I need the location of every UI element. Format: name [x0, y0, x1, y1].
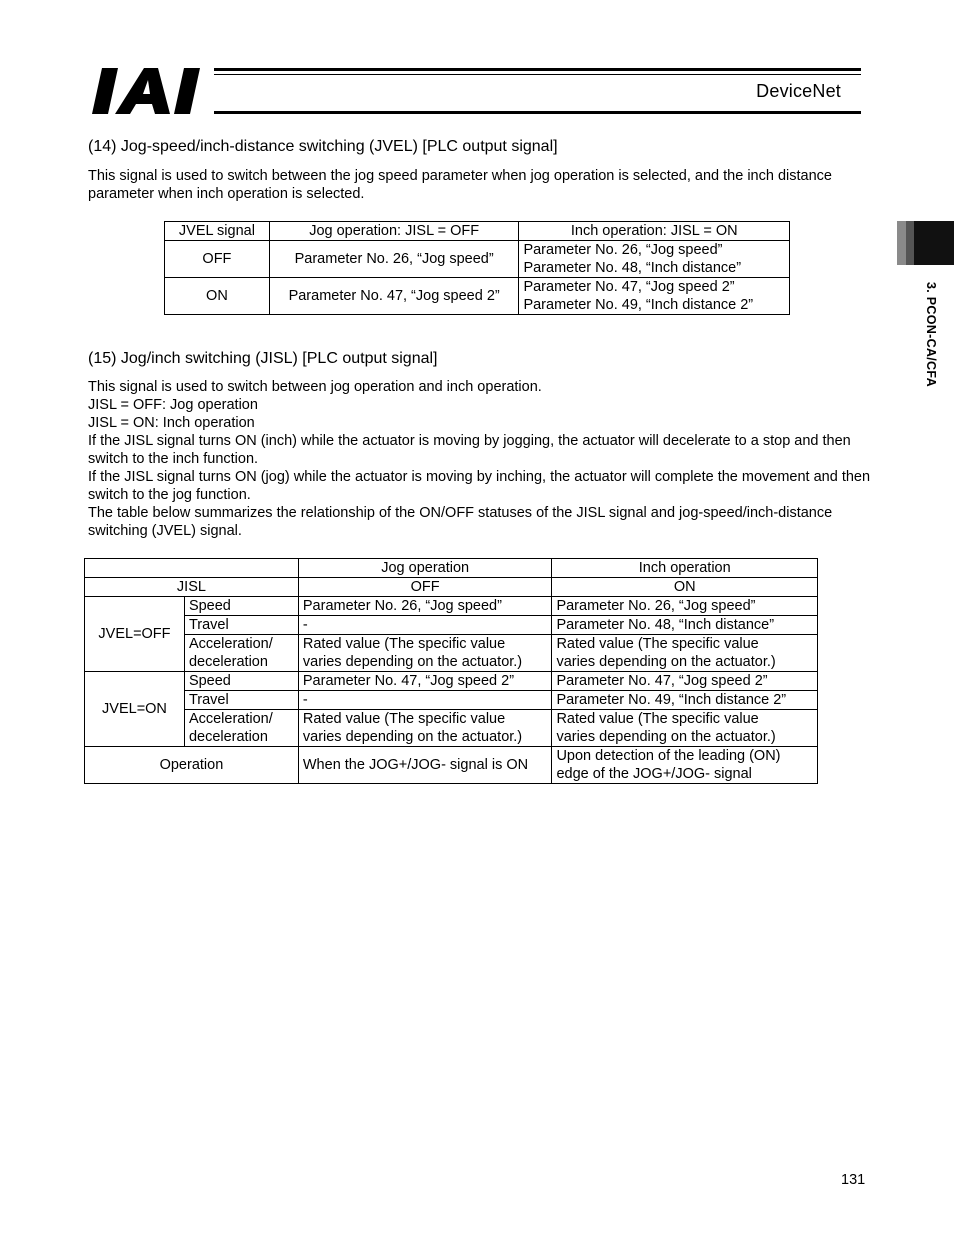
- section-15-title: (15) Jog/inch switching (JISL) [PLC output signal]: [88, 350, 438, 367]
- jvel-on-inch: Parameter No. 47, “Jog speed 2” Parameter No. 49, “Inch distance 2”: [519, 278, 790, 315]
- operation-inch: Upon detection of the leading (ON) edge of the JOG+/JOG- signal: [552, 747, 818, 784]
- section-15-body: This signal is used to switch between jog operation and inch operation. JISL = OFF: Jog operation JISL = ON: Inch operation If the JISL signal turns ON (inch) while the actuator is moving by jogging, the actuator will decelerate to a stop and then switch to the inch function. If the JISL signal turns ON (jog) while the actuator is moving by inching, the actuator will complete the movement and then switch to the jog function. The table below summarizes the relationship of the ON/OFF statuses of the JISL signal and jog-speed/inch-distance switching (JVEL) signal.: [88, 379, 871, 539]
- jvel-off-inch: Parameter No. 26, “Jog speed” Parameter No. 48, “Inch distance”: [519, 241, 790, 278]
- chapter-tab: [897, 221, 954, 265]
- table-row: Travel - Parameter No. 49, “Inch distance 2”: [85, 691, 818, 710]
- jvel-table: [164, 221, 790, 315]
- jisl-head-inch: Inch operation: [552, 559, 818, 578]
- table-row: Acceleration/ deceleration Rated value (The specific value varies depending on the actuator.) Rated value (The specific value varies depending on the actuator.): [85, 710, 818, 747]
- jvel-off-jog: Parameter No. 26, “Jog speed”: [269, 241, 519, 278]
- table-row: [85, 747, 818, 784]
- jvel-header-jog: Jog operation: JISL = OFF: [269, 222, 519, 241]
- jvel-on-label: JVEL=ON: [85, 672, 185, 747]
- brand-title: DeviceNet: [756, 81, 841, 101]
- jisl-head-jog: Jog operation: [298, 559, 552, 578]
- section-14-title: (14) Jog-speed/inch-distance switching (JVEL) [PLC output signal]: [88, 138, 558, 155]
- section-14-body: This signal is used to switch between the jog speed parameter when jog operation is selected, and the inch distance parameter when inch operation is selected.: [88, 168, 832, 202]
- table-row: JVEL=ON Speed Parameter No. 47, “Jog speed 2” Parameter No. 47, “Jog speed 2”: [85, 672, 818, 691]
- iai-logo: [92, 66, 210, 116]
- jisl-on: ON: [552, 578, 818, 597]
- jvel-on-signal: ON: [165, 278, 270, 315]
- operation-jog: When the JOG+/JOG- signal is ON: [298, 747, 552, 784]
- table-row: JVEL=OFF Speed Parameter No. 26, “Jog speed” Parameter No. 26, “Jog speed”: [85, 597, 818, 616]
- operation-label: Operation: [85, 747, 299, 784]
- jvel-header-signal: JVEL signal: [165, 222, 270, 241]
- jvel-on-jog: Parameter No. 47, “Jog speed 2”: [269, 278, 519, 315]
- table-row: [165, 278, 790, 315]
- table-row: Acceleration/ deceleration Rated value (The specific value varies depending on the actuator.) Rated value (The specific value varies depending on the actuator.): [85, 635, 818, 672]
- table-row: [165, 241, 790, 278]
- jvel-header-inch: Inch operation: JISL = ON: [519, 222, 790, 241]
- chapter-label: 3. PCON-CA/CFA: [924, 282, 938, 387]
- jisl-label: JISL: [85, 578, 299, 597]
- jisl-table: [84, 558, 818, 784]
- jisl-off: OFF: [298, 578, 552, 597]
- jvel-off-signal: OFF: [165, 241, 270, 278]
- page-number: 131: [841, 1172, 866, 1188]
- table-row: Travel - Parameter No. 48, “Inch distance”: [85, 616, 818, 635]
- jvel-off-label: JVEL=OFF: [85, 597, 185, 672]
